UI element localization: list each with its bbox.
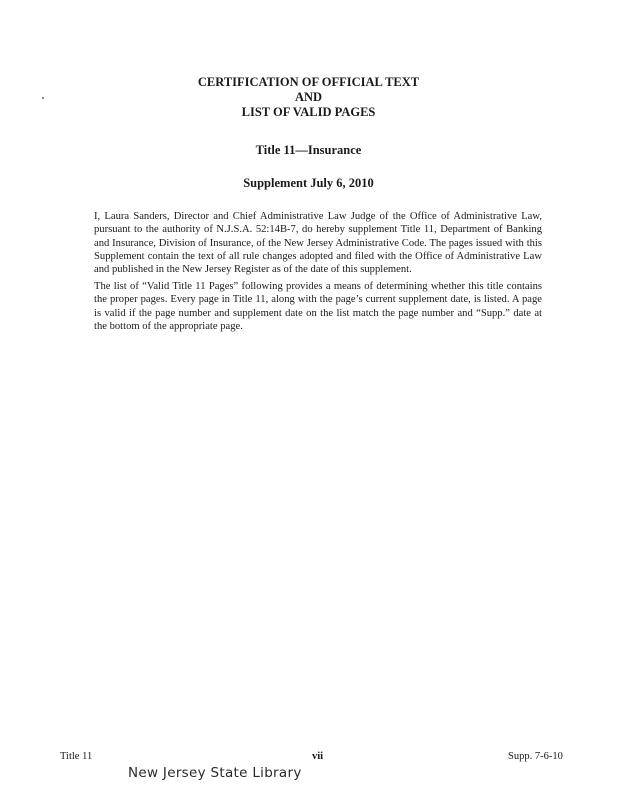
valid-pages-paragraph: The list of “Valid Title 11 Pages” following provides a means of determining whether this title contains the proper pages. Every page in Title 11, along with the page’s current supplement date, is listed. A page is valid if the page number and supplement date on the list match the page number and “Supp.” date at the bottom of the appropriate page. [94, 281, 542, 332]
footer-title: Title 11 [60, 751, 93, 762]
heading-line-1: CERTIFICATION OF OFFICIAL TEXT [197, 75, 420, 89]
footer-supplement-date: Supp. 7-6-10 [508, 751, 563, 762]
library-stamp: New Jersey State Library [128, 765, 302, 781]
supplement-date-heading: Supplement July 6, 2010 [243, 176, 374, 190]
footer-page-number: vii [312, 751, 324, 762]
certification-paragraph: I, Laura Sanders, Director and Chief Administrative Law Judge of the Office of Administrative Law, pursuant to the authority of N.J.S.A. 52:14B-7, do hereby supplement Title 11, Department of Banking and Insurance, Division of Insurance, of the New Jersey Administrative Code. The pages issued with this Supplement contain the text of all rule changes adopted and filed with the Office of Administrative Law and published in the New Jersey Register as of the date of this supplement. [94, 211, 542, 276]
certification-heading [0, 75, 617, 120]
heading-line-3: LIST OF VALID PAGES [241, 105, 376, 119]
title-heading: Title 11—Insurance [255, 143, 362, 157]
heading-line-2: AND [294, 90, 323, 104]
